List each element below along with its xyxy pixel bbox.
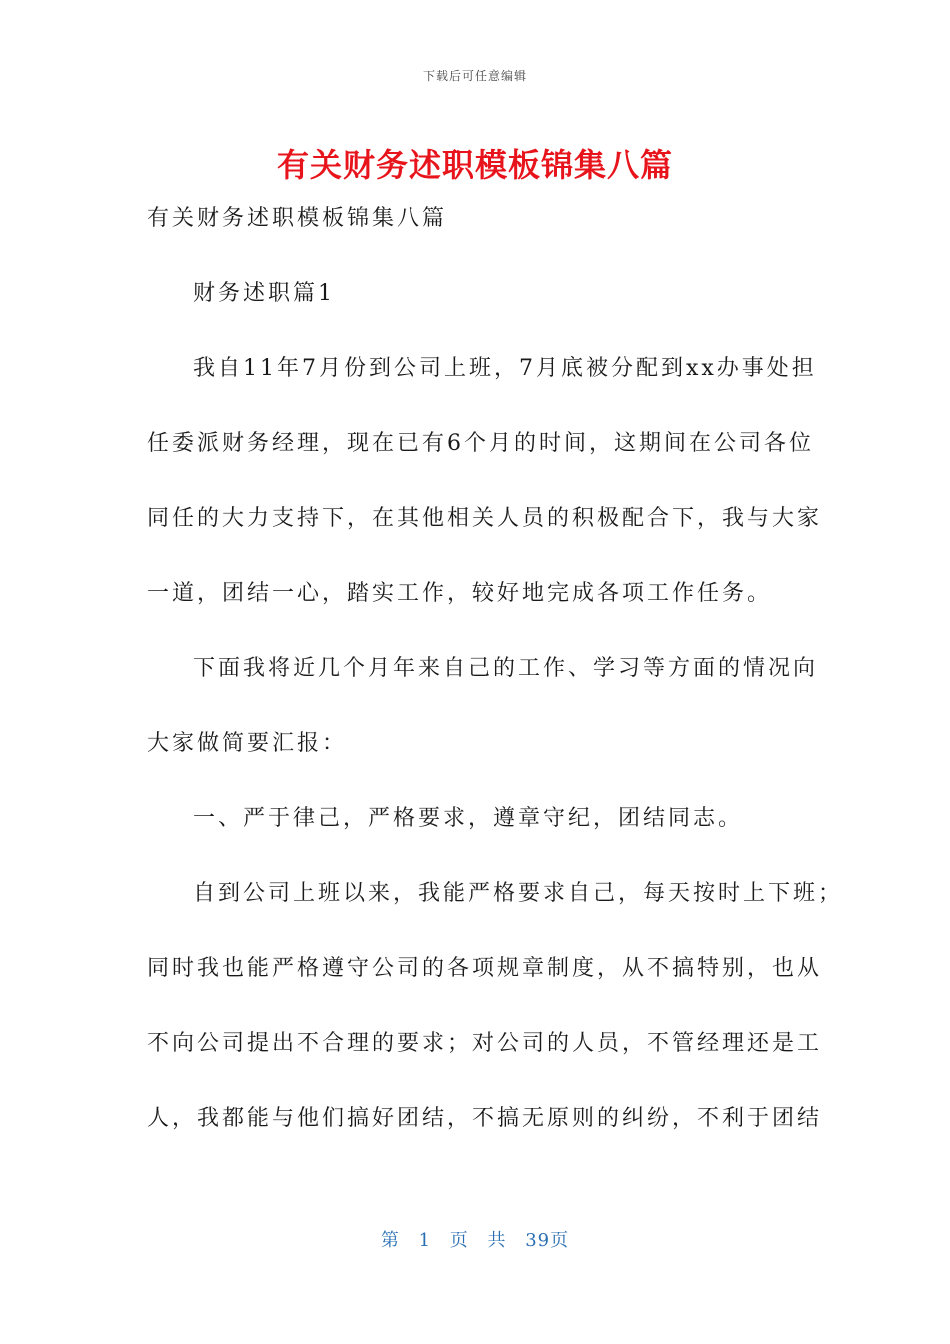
- footer-total-pages: 39页: [525, 1230, 570, 1251]
- body-line: 同时我也能严格遵守公司的各项规章制度，从不搞特别，也从: [147, 956, 823, 981]
- page-footer: [0, 1226, 950, 1252]
- body-line: 任委派财务经理，现在已有6个月的时间，这期间在公司各位: [147, 431, 814, 456]
- body-line: 我自11年7月份到公司上班，7月底被分配到xx办事处担: [193, 356, 817, 381]
- footer-current-page: 1: [418, 1230, 432, 1251]
- body-line: 下面我将近几个月年来自己的工作、学习等方面的情况向: [193, 656, 819, 681]
- body-line: 大家做简要汇报：: [147, 731, 348, 756]
- document-title: 有关财务述职模板锦集八篇: [276, 146, 673, 184]
- body-line: 不向公司提出不合理的要求；对公司的人员，不管经理还是工: [147, 1031, 823, 1056]
- footer-label-page: 第: [380, 1230, 400, 1251]
- body-line: 一道，团结一心，踏实工作，较好地完成各项工作任务。: [147, 581, 773, 606]
- body-line: 人，我都能与他们搞好团结，不搞无原则的纠纷，不利于团结: [147, 1106, 823, 1131]
- footer-label-total: 共: [487, 1230, 507, 1251]
- body-line: 同任的大力支持下，在其他相关人员的积极配合下，我与大家: [147, 506, 823, 531]
- body-line: 财务述职篇1: [193, 281, 335, 306]
- body-line: 有关财务述职模板锦集八篇: [147, 206, 448, 231]
- body-line: 自到公司上班以来，我能严格要求自己，每天按时上下班；: [193, 881, 844, 906]
- body-line: 一、严于律己，严格要求，遵章守纪，团结同志。: [193, 806, 744, 831]
- footer-label-page-unit: 页: [449, 1230, 469, 1251]
- document-body: [147, 200, 844, 1175]
- header-note: 下载后可任意编辑: [422, 69, 527, 83]
